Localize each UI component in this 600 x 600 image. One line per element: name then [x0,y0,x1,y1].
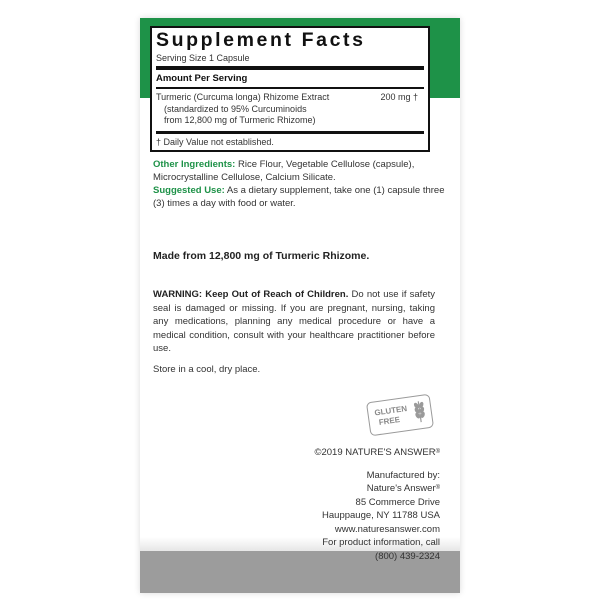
gluten-free-line2: FREE [378,415,401,427]
serving-size: Serving Size 1 Capsule [156,51,424,70]
daily-value-note: † Daily Value not established. [156,136,274,147]
warning-label: WARNING: Keep Out of Reach of Children. [153,289,349,300]
product-info: For product information, call [322,537,440,548]
company-name: Nature's Answer® [366,483,440,494]
gluten-free-line1: GLUTEN [373,403,408,418]
manufactured-by: Manufactured by: [366,469,440,481]
other-ingredients: Other Ingredients: Rice Flour, Vegetable Cellulose (capsule), Microcrystalline Cellulose, Calcium Silicate. [153,159,415,183]
ingredients-and-use [153,158,453,210]
manufacturer-info [314,446,440,563]
label-panel [140,18,460,593]
supplement-facts-title: Supplement Facts [156,29,366,51]
ingredient-description: Turmeric (Curcuma longa) Rhizome Extract (standardized to 95% Curcuminoids from 12,800 mg of Turmeric Rhizome) [156,92,330,125]
suggested-use: Suggested Use: As a dietary supplement, take one (1) capsule three (3) times a day with food or water. [153,185,445,209]
warning-text: WARNING: Keep Out of Reach of Children. Do not use if safety seal is damaged or missing. If you are pregnant, nursing, taking any medications, planning any medical procedure or have a medical condition, consult with your healthcare practitioner before use. [153,289,435,354]
supplement-facts-box [150,26,430,152]
ingredient-row [156,89,424,129]
other-ingredients-label: Other Ingredients: [153,159,236,170]
amount-per-serving-header: Amount Per Serving [156,70,424,89]
storage-note: Store in a cool, dry place. [153,364,261,375]
website: www.naturesanswer.com [334,523,440,535]
ingredient-amount: 200 mg † [380,92,418,102]
copyright: ©2019 NATURE'S ANSWER® [314,447,440,458]
address-line2: Hauppauge, NY 11788 USA [322,510,440,521]
wheat-icon [411,398,428,424]
gluten-free-badge [366,394,434,437]
phone-number: (800) 439-2324 [375,550,440,562]
suggested-use-label: Suggested Use: [153,185,225,196]
address-line1: 85 Commerce Drive [355,496,440,508]
made-from-statement: Made from 12,800 mg of Turmeric Rhizome. [153,250,370,262]
